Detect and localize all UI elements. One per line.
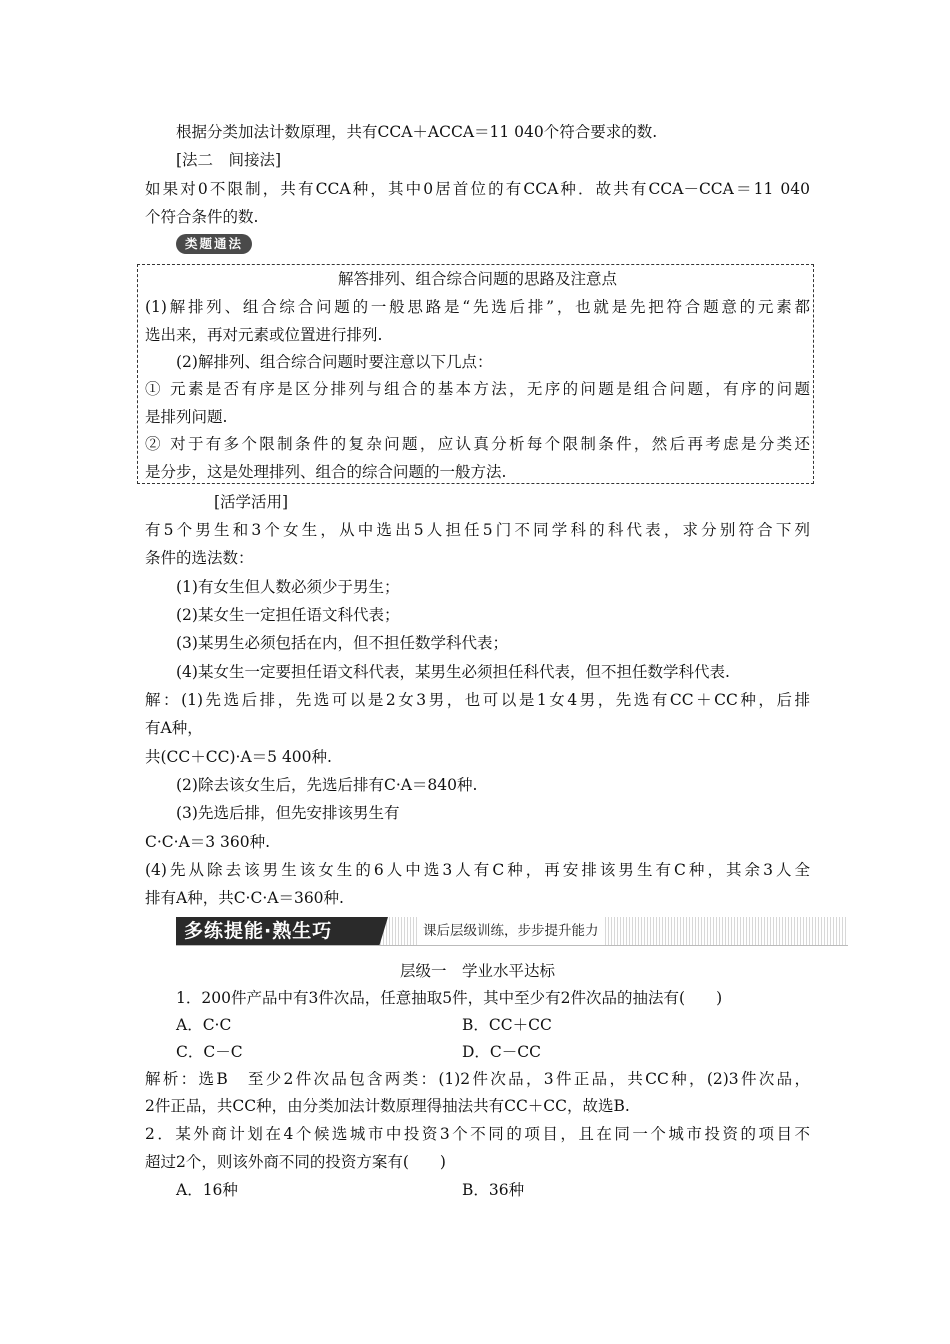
option-a: A．16种 [176, 1181, 238, 1199]
summary-line: (2)解排列、组合综合问题时要注意以下几点： [176, 353, 493, 371]
banner-subtitle: 课后层级训练，步步提升能力 [419, 917, 603, 945]
text-line: 个符合条件的数. [145, 208, 259, 226]
condition-line: (2)某女生一定担任语文科代表； [176, 606, 400, 624]
option-a: A．C·C [176, 1016, 232, 1034]
method-heading: [法二 间接法] [176, 151, 282, 169]
option-b: B．36种 [462, 1181, 525, 1199]
exercise-question: 2．某外商计划在4个候选城市中投资3个不同的项目，且在同一个城市投资的项目不 [145, 1125, 810, 1143]
solution-line: C·C·A＝3 360种. [145, 833, 271, 851]
condition-line: (3)某男生必须包括在内，但不担任数学科代表； [176, 634, 508, 652]
option-c: C．C－C [176, 1043, 243, 1061]
summary-line: 是排列问题. [145, 408, 228, 426]
section-badge: 类题通法 [176, 234, 252, 254]
summary-box-bottom-border [137, 483, 814, 484]
solution-line: (2)除去该女生后，先选后排有C·A＝840种. [176, 776, 478, 794]
text-line: 根据分类加法计数原理，共有CCA＋ACCA＝11 040个符合要求的数. [176, 123, 658, 141]
solution-line: 解：(1)先选后排，先选可以是2女3男，也可以是1女4男，先选有CC＋CC种，后排 [145, 691, 810, 709]
option-b: B．CC＋CC [462, 1016, 552, 1034]
exercise-question: 超过2个，则该外商不同的投资方案有( ) [145, 1153, 446, 1171]
summary-line: ① 元素是否有序是区分排列与组合的基本方法，无序的问题是组合问题，有序的问题 [145, 380, 810, 398]
text-line: 如果对0不限制，共有CCA种，其中0居首位的有CCA种．故共有CCA－CCA＝11 040 [145, 180, 810, 198]
solution-line: 共(CC＋CC)·A＝5 400种. [145, 748, 332, 766]
option-d: D．C－CC [462, 1043, 542, 1061]
question-line: 条件的选法数： [145, 549, 254, 567]
level-heading: 层级一 学业水平达标 [399, 962, 555, 980]
exercise-question: 1．200件产品中有3件次品，任意抽取5件，其中至少有2件次品的抽法有( ) [176, 989, 723, 1007]
solution-line: 有A种， [145, 719, 203, 737]
solution-line: (3)先选后排，但先安排该男生有 [176, 804, 400, 822]
condition-line: (4)某女生一定要担任语文科代表，某男生必须担任科代表，但不担任数学科代表. [176, 663, 730, 681]
practice-heading: [活学活用] [214, 493, 289, 511]
summary-title: 解答排列、组合综合问题的思路及注意点 [337, 270, 617, 288]
banner-title: 多练提能·熟生巧 [184, 920, 333, 942]
question-line: 有5个男生和3个女生，从中选出5人担任5门不同学科的科代表，求分别符合下列 [145, 521, 810, 539]
summary-line: (1)解排列、组合综合问题的一般思路是“先选后排”，也就是先把符合题意的元素都 [145, 298, 810, 316]
solution-line: (4)先从除去该男生该女生的6人中选3人有C种，再安排该男生有C种，其余3人全 [145, 861, 810, 879]
solution-line: 排有A种，共C·C·A＝360种. [145, 889, 344, 907]
condition-line: (1)有女生但人数必须少于男生； [176, 578, 400, 596]
summary-line: 选出来，再对元素或位置进行排列. [145, 326, 383, 344]
banner-divider [176, 945, 848, 946]
analysis-line: 2件正品，共CC种，由分类加法计数原理得抽法共有CC＋CC，故选B. [145, 1097, 630, 1115]
analysis-line: 解析：选B 至少2件次品包含两类：(1)2件次品，3件正品，共CC种，(2)3件次品， [145, 1070, 810, 1088]
summary-line: ② 对于有多个限制条件的复杂问题，应认真分析每个限制条件，然后再考虑是分类还 [145, 435, 810, 453]
summary-line: 是分步，这是处理排列、组合的综合问题的一般方法. [145, 463, 507, 481]
section-banner [176, 917, 848, 945]
